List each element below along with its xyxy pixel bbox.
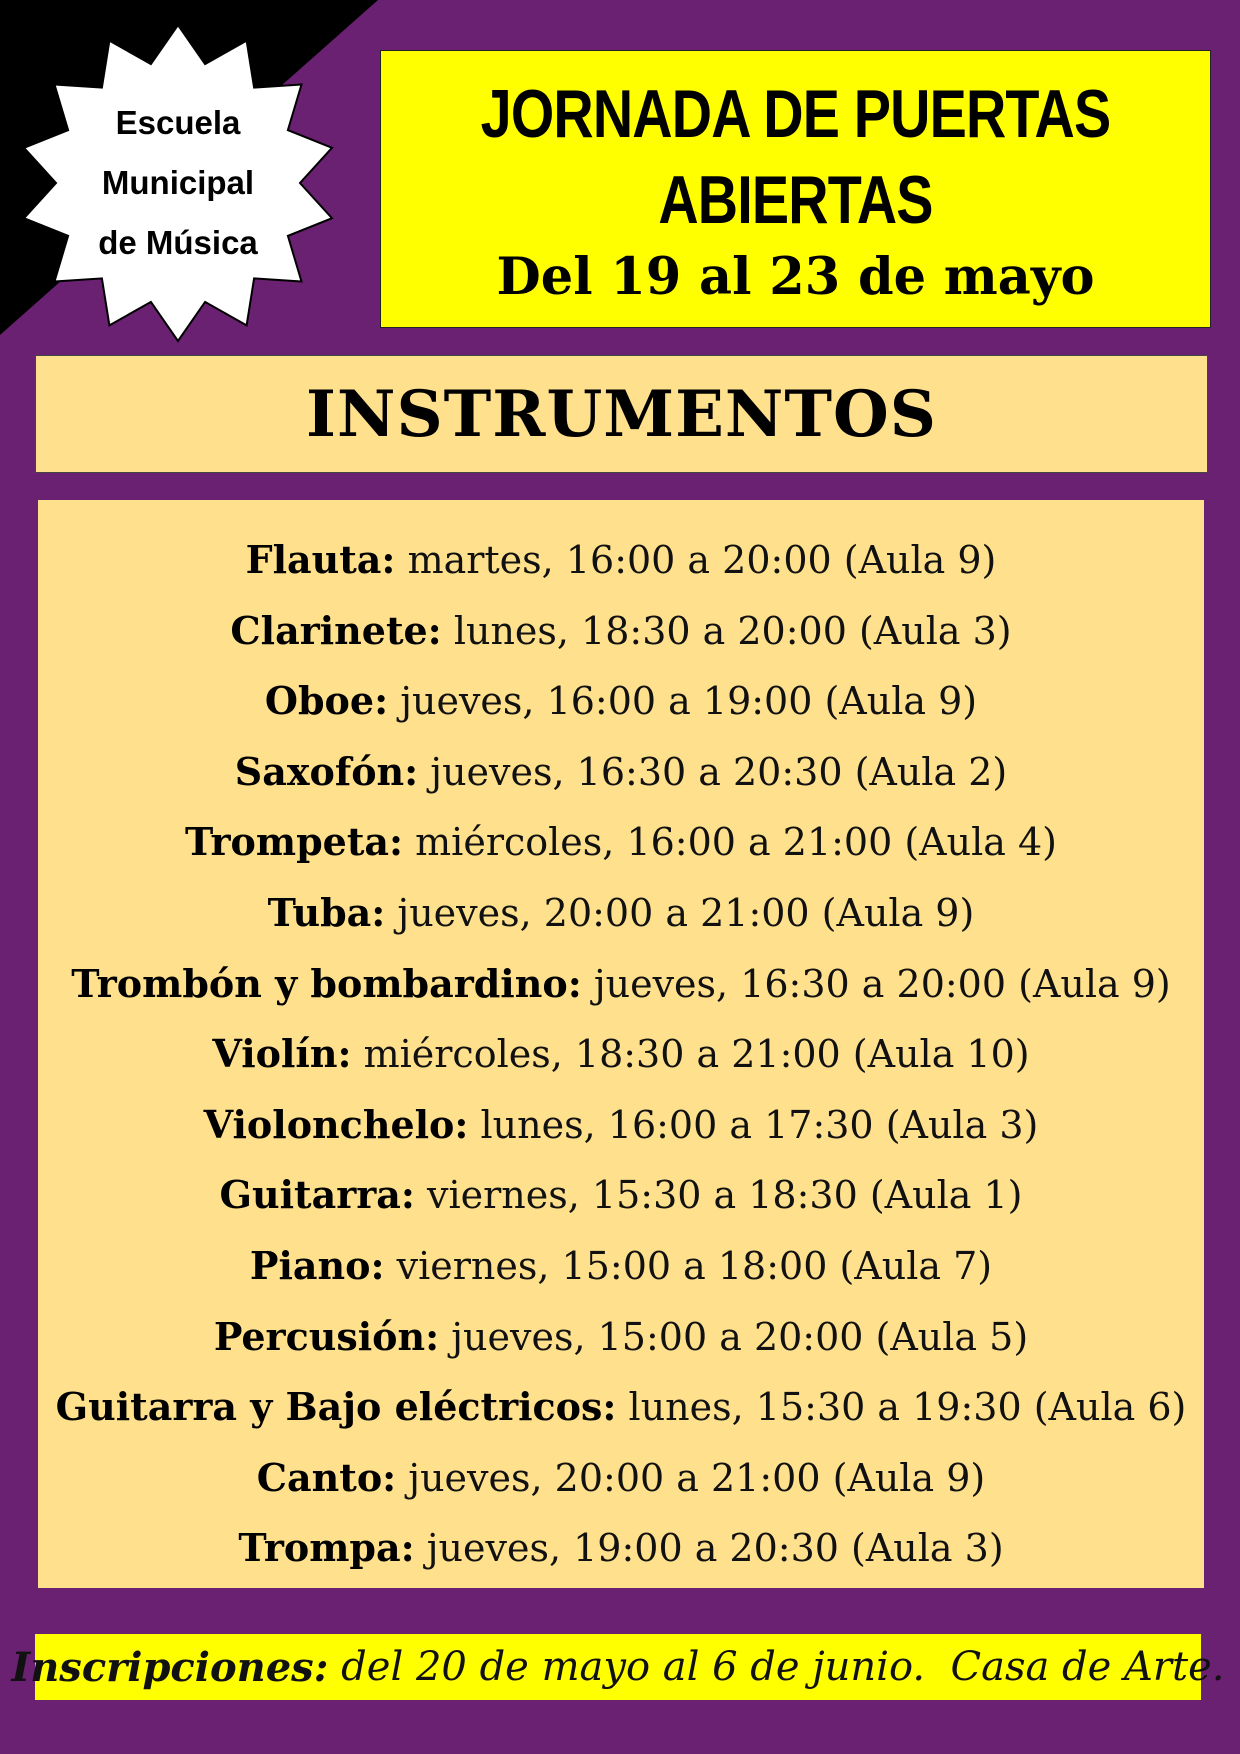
school-name-line-3: de Música [98,224,258,261]
instrument-list [38,500,1204,1588]
instrument-name: Canto: [256,1454,397,1500]
section-title: INSTRUMENTOS [306,376,937,452]
event-title-line-2: ABIERTAS [658,162,933,238]
instrument-schedule: jueves, 19:00 a 20:30 (Aula 3) [426,1526,1004,1571]
instrument-schedule: jueves, 20:00 a 21:00 (Aula 9) [397,890,975,935]
instrument-item [38,737,1204,808]
school-name-line-1: Escuela [115,104,241,141]
instrument-schedule: jueves, 15:00 a 20:00 (Aula 5) [451,1314,1029,1359]
instrument-item [38,1513,1204,1584]
event-title-line-1: JORNADA DE PUERTAS [480,76,1111,152]
instrument-item [38,1372,1204,1443]
registration-text: del 20 de mayo al 6 de junio. Casa de Arte. [341,1644,1225,1690]
instrument-schedule: jueves, 16:30 a 20:30 (Aula 2) [430,749,1008,794]
instrument-name: Guitarra y Bajo eléctricos: [55,1384,617,1430]
event-title [456,71,1136,243]
school-name [8,18,348,348]
instrument-name: Trompeta: [185,819,404,865]
instrument-name: Trompa: [238,1525,415,1571]
instrument-schedule: jueves, 16:30 a 20:00 (Aula 9) [593,961,1171,1006]
instrument-item [38,1090,1204,1161]
instrument-schedule: lunes, 18:30 a 20:00 (Aula 3) [453,608,1012,653]
instrument-item [38,949,1204,1020]
instrument-schedule: lunes, 15:30 a 19:30 (Aula 6) [628,1385,1187,1430]
school-name-line-2: Municipal [101,164,255,201]
instrument-item [38,1019,1204,1090]
instrument-name: Saxofón: [234,748,419,794]
instrument-name: Percusión: [213,1313,440,1359]
instrument-item [38,525,1204,596]
instrument-item [38,1160,1204,1231]
instrument-item [38,666,1204,737]
instrument-item [38,1302,1204,1373]
instrument-item [38,807,1204,878]
instrument-item [38,1443,1204,1514]
instrument-name: Piano: [249,1242,385,1288]
instrument-name: Clarinete: [230,607,442,653]
instrument-name: Trombón y bombardino: [71,960,582,1006]
registration-label: Inscripciones: [11,1643,329,1691]
instrument-item [38,1231,1204,1302]
instrument-name: Tuba: [267,889,386,935]
registration-info [11,1634,1225,1700]
instrument-item [38,596,1204,667]
instrument-schedule: miércoles, 18:30 a 21:00 (Aula 10) [363,1032,1030,1077]
instrument-name: Flauta: [245,537,396,582]
instrument-schedule: martes, 16:00 a 20:00 (Aula 9) [407,538,997,582]
event-header [380,50,1211,328]
instrument-schedule: jueves, 16:00 a 19:00 (Aula 9) [400,679,978,724]
instrument-name: Violonchelo: [203,1101,469,1147]
instrument-schedule: lunes, 16:00 a 17:30 (Aula 3) [480,1102,1039,1147]
event-dates: Del 19 al 23 de mayo [496,247,1095,307]
instrument-name: Guitarra: [219,1172,415,1218]
instrument-schedule: jueves, 20:00 a 21:00 (Aula 9) [408,1455,986,1500]
section-header [35,355,1208,473]
instrument-name: Violín: [212,1031,352,1077]
instrument-name: Oboe: [264,678,389,724]
instrument-schedule: viernes, 15:00 a 18:00 (Aula 7) [396,1243,993,1288]
instrument-schedule: viernes, 15:30 a 18:30 (Aula 1) [427,1173,1023,1218]
instrument-schedule: miércoles, 16:00 a 21:00 (Aula 4) [415,820,1057,865]
instrument-item [38,878,1204,949]
